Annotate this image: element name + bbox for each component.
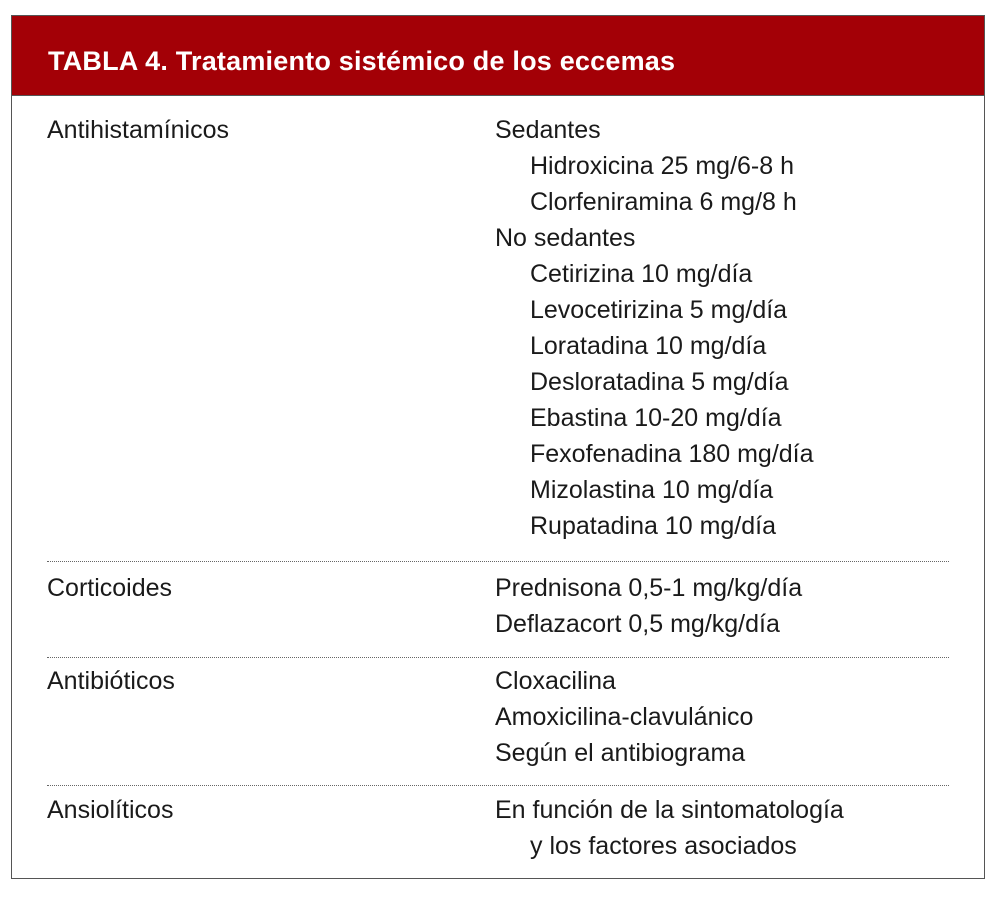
drug-line: Rupatadina 10 mg/día bbox=[530, 512, 777, 540]
table-body bbox=[47, 96, 949, 864]
row-label: Antibióticos bbox=[47, 667, 175, 695]
table-row-ansioliticos bbox=[47, 786, 949, 864]
subgroup-heading: No sedantes bbox=[495, 224, 636, 252]
drug-line: Ebastina 10-20 mg/día bbox=[530, 404, 782, 432]
table-row-corticoides bbox=[47, 562, 949, 658]
row-label: Ansiolíticos bbox=[47, 796, 174, 824]
table-header bbox=[12, 16, 984, 96]
table-row-antibioticos bbox=[47, 658, 949, 786]
drug-line: Loratadina 10 mg/día bbox=[530, 332, 767, 360]
row-label: Corticoides bbox=[47, 574, 173, 602]
drug-line: Desloratadina 5 mg/día bbox=[530, 368, 789, 396]
drug-line: Deflazacort 0,5 mg/kg/día bbox=[495, 610, 780, 638]
drug-line: Levocetirizina 5 mg/día bbox=[530, 296, 788, 324]
drug-line: Prednisona 0,5-1 mg/kg/día bbox=[495, 574, 803, 602]
drug-line: y los factores asociados bbox=[530, 832, 797, 860]
drug-line: Según el antibiograma bbox=[495, 739, 746, 767]
drug-line: Amoxicilina-clavulánico bbox=[495, 703, 754, 731]
drug-line: Hidroxicina 25 mg/6-8 h bbox=[530, 152, 795, 180]
drug-line: Mizolastina 10 mg/día bbox=[530, 476, 774, 504]
drug-line: Cetirizina 10 mg/día bbox=[530, 260, 753, 288]
row-values bbox=[495, 570, 949, 642]
row-values bbox=[495, 792, 949, 864]
table-title: TABLA 4. Tratamiento sistémico de los eccemas bbox=[48, 46, 676, 76]
drug-line: Cloxacilina bbox=[495, 667, 616, 695]
row-values bbox=[495, 112, 949, 544]
row-label: Antihistamínicos bbox=[47, 116, 230, 144]
treatment-table bbox=[11, 15, 985, 879]
table-row-antihistaminicos bbox=[47, 96, 949, 562]
row-values bbox=[495, 663, 949, 771]
drug-line: En función de la sintomatología bbox=[495, 796, 844, 824]
subgroup-heading: Sedantes bbox=[495, 116, 601, 144]
drug-line: Clorfeniramina 6 mg/8 h bbox=[530, 188, 797, 216]
drug-line: Fexofenadina 180 mg/día bbox=[530, 440, 814, 468]
